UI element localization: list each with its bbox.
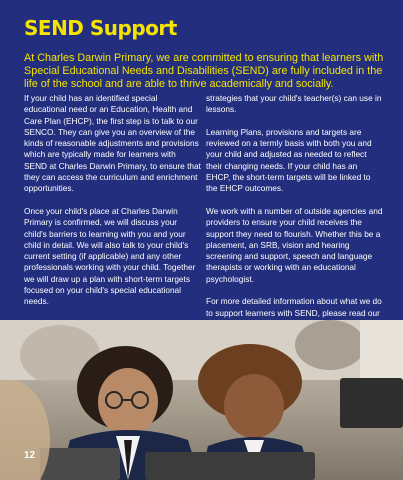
intro-paragraph: At Charles Darwin Primary, we are committed to ensuring that learners with Special Educational Needs and Disabilities (SEND) are fully included in the life of the school and are able to thrive academically and socially. <box>24 52 384 90</box>
right-paragraph-3: We work with a number of outside agencies and providers to ensure your child receives the support they need to flourish. Whether this be a placement, an SRB, vision and hearing screening and support, speech and language therapists or working with an educational psychologist. <box>206 205 383 284</box>
page-number: 12 <box>24 450 36 461</box>
right-paragraph-4: For more detailed information about what we do to support learners with SEND, please read our <box>206 296 382 318</box>
left-paragraph-2: Once your child's place at Charles Darwin Primary is confirmed, we will discuss your child's barriers to learning with you and your child in detail. We will also talk to your child's current setting (if applicable) and any other professionals working with your child. Together we will draw up a plan with short-term targets focused on your child's special educational needs. <box>24 205 196 307</box>
left-column <box>24 93 201 353</box>
right-paragraph-1: strategies that your child's teacher(s) can use in lessons. <box>206 93 382 115</box>
page-title: SEND Support <box>24 16 177 40</box>
right-paragraph-2: Learning Plans, provisions and targets are reviewed on a termly basis with both you and your child and adjusted as needed to reflect their changing needs. If your child has an EHCP, the short-term targets will be linked to the EHCP outcomes. <box>206 126 372 194</box>
classroom-photo-illustration <box>0 320 403 480</box>
classroom-photo <box>0 320 403 480</box>
left-paragraph-1: If your child has an identified special educational need or an Education, Health and Care Plan (EHCP), the first step is to talk to our SENCO. They can give you an overview of the kinds of reasonable adjustments and provisions which are typically made for learners with SEND at Charles Darwin Primary, to ensure that they can access the curriculum and enrichment opportunities. <box>24 93 201 194</box>
right-column <box>206 93 383 342</box>
